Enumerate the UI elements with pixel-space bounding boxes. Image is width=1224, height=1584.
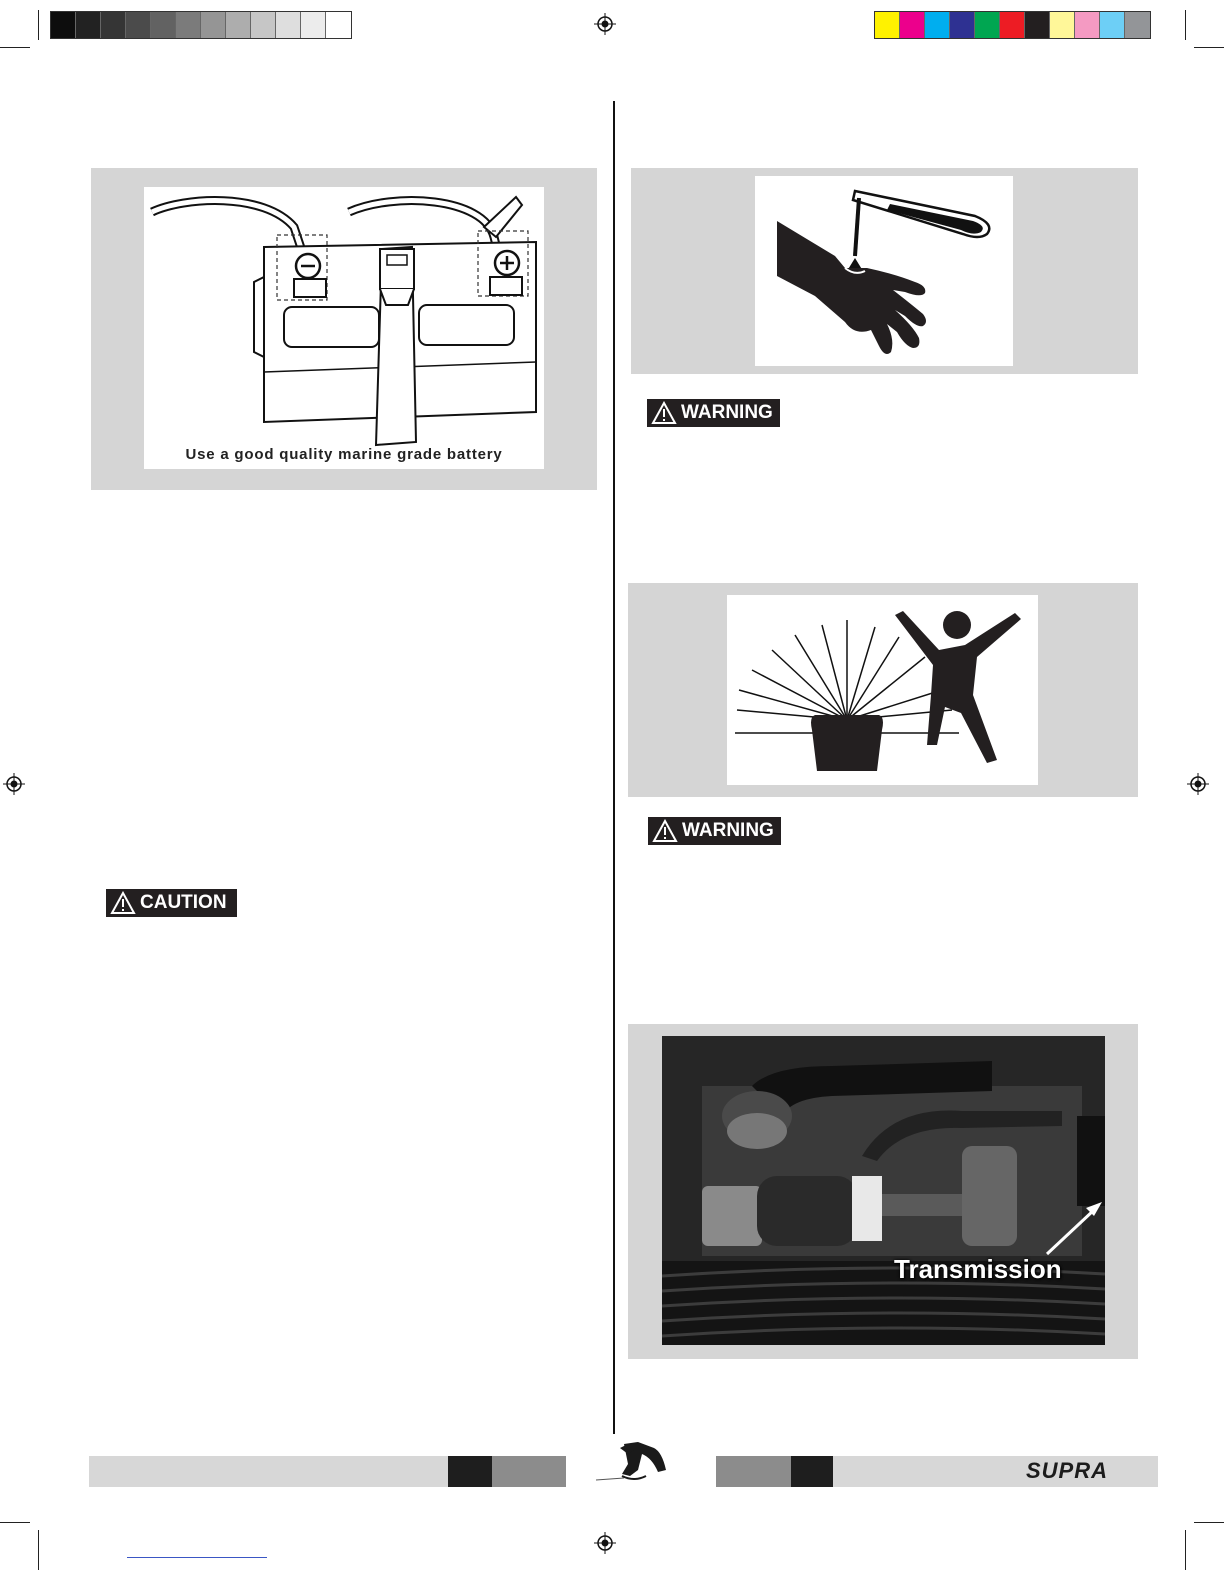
registration-mark-icon [594, 13, 616, 35]
color-swatch-2 [925, 12, 950, 38]
warning-triangle-icon [652, 819, 678, 843]
warning-label-2: WARNING [682, 820, 774, 841]
explosion-illustration [727, 595, 1038, 785]
transmission-photo [662, 1036, 1105, 1345]
battery-explosion-person-icon [727, 595, 1038, 785]
crop-mark [1185, 10, 1186, 40]
warning-label-1: WARNING [681, 402, 773, 423]
caution-badge [106, 889, 237, 917]
color-swatch-8 [1075, 12, 1100, 38]
color-swatch-5 [1000, 12, 1025, 38]
crop-mark [1194, 1522, 1224, 1523]
gray-swatch-1 [76, 12, 101, 38]
explosion-figure-panel [628, 583, 1138, 797]
battery-caption: Use a good quality marine grade battery [185, 446, 503, 463]
caution-label: CAUTION [140, 892, 227, 913]
gray-swatch-10 [301, 12, 326, 38]
warning-triangle-icon [110, 891, 136, 915]
gray-swatch-4 [151, 12, 176, 38]
crop-mark [1185, 1530, 1186, 1570]
registration-mark-icon [594, 1532, 616, 1554]
warning-triangle-icon [651, 401, 677, 425]
transmission-label: Transmission [894, 1254, 1062, 1284]
warning-badge-1 [647, 399, 780, 427]
crop-mark [1194, 47, 1224, 48]
engine-bay-photo-icon [662, 1036, 1105, 1345]
grayscale-swatch-strip [50, 11, 352, 39]
battery-icon [144, 187, 544, 469]
gray-swatch-0 [51, 12, 76, 38]
crop-mark [38, 10, 39, 40]
color-swatch-10 [1125, 12, 1150, 38]
gray-swatch-2 [101, 12, 126, 38]
gray-swatch-5 [176, 12, 201, 38]
gray-swatch-8 [251, 12, 276, 38]
crop-mark [38, 1530, 39, 1570]
brand-logo: SUPRA [1026, 1458, 1109, 1483]
acid-burn-hand-icon [755, 176, 1013, 366]
color-swatch-1 [900, 12, 925, 38]
battery-illustration [144, 187, 544, 469]
color-swatch-3 [950, 12, 975, 38]
column-divider [613, 101, 615, 1434]
battery-figure-panel [91, 168, 597, 490]
footer-block-dark-right [791, 1456, 833, 1487]
transmission-figure-panel [628, 1024, 1138, 1359]
registration-mark-icon [3, 773, 25, 795]
color-swatch-9 [1100, 12, 1125, 38]
wakeboarder-logo-icon [594, 1440, 670, 1486]
color-swatch-4 [975, 12, 1000, 38]
crop-mark [0, 47, 30, 48]
gray-swatch-7 [226, 12, 251, 38]
acid-burn-illustration [755, 176, 1013, 366]
color-swatch-strip [874, 11, 1151, 39]
registration-mark-icon [1187, 773, 1209, 795]
footer-block-gray-right [716, 1456, 791, 1487]
link-underline [127, 1557, 267, 1558]
color-swatch-0 [875, 12, 900, 38]
gray-swatch-6 [201, 12, 226, 38]
color-swatch-7 [1050, 12, 1075, 38]
gray-swatch-3 [126, 12, 151, 38]
acid-figure-panel [631, 168, 1138, 374]
crop-mark [0, 1522, 30, 1523]
warning-badge-2 [648, 817, 781, 845]
gray-swatch-9 [276, 12, 301, 38]
color-swatch-6 [1025, 12, 1050, 38]
footer-block-dark-left [448, 1456, 492, 1487]
footer-block-gray-left [492, 1456, 566, 1487]
gray-swatch-11 [326, 12, 351, 38]
